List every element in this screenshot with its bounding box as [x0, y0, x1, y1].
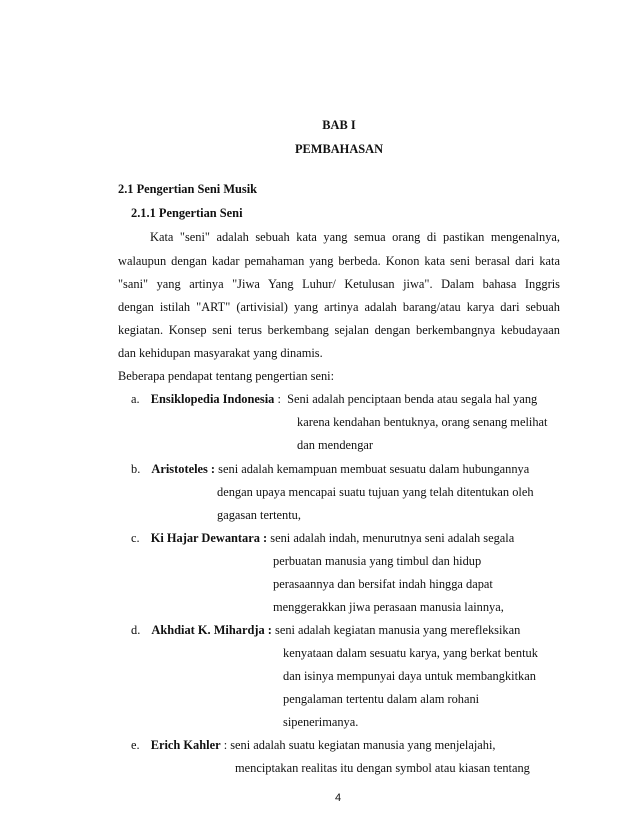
definition-item [131, 392, 537, 406]
definitions-intro: Beberapa pendapat tentang pengertian seni: [118, 369, 335, 383]
paragraph-line: Kata "seni" adalah sebuah kata yang semua orang di pastikan mengenalnya, [150, 230, 560, 244]
definition-text-line: perbuatan manusia yang timbul dan hidup [273, 554, 482, 568]
page-number: 4 [334, 792, 342, 804]
definition-text-line: kenyataan dalam sesuatu karya, yang berkat bentuk [283, 646, 538, 660]
definition-text-line: menggerakkan jiwa perasaan manusia lainnya, [273, 600, 504, 614]
subsection-heading: 2.1.1 Pengertian Seni [131, 206, 243, 220]
chapter-subtitle: PEMBAHASAN [294, 142, 384, 156]
section-heading: 2.1 Pengertian Seni Musik [118, 182, 258, 196]
definition-text-line: gagasan tertentu, [217, 508, 301, 522]
definition-text-line: seni adalah kemampuan membuat sesuatu dalam hubungannya [218, 462, 530, 476]
paragraph-line: walaupun dengan kadar pemahaman yang berbeda. Konon kata seni berasal dari kata [118, 254, 560, 268]
list-marker: d. [131, 623, 141, 637]
definition-text-line: dengan upaya mencapai suatu tujuan yang telah ditentukan oleh [217, 485, 534, 499]
paragraph-line: "sani" yang artinya "Jiwa Yang Luhur/ Ketulusan jiwa". Dalam bahasa Inggris [118, 277, 560, 291]
definition-text-line: menciptakan realitas itu dengan symbol atau kiasan tentang [235, 761, 530, 775]
definition-text-line: dan mendengar [297, 438, 374, 452]
definition-text-line: seni adalah kegiatan manusia yang merefleksikan [275, 623, 521, 637]
definition-separator: : [274, 392, 288, 406]
definition-item [131, 531, 514, 545]
definition-text-line: dan isinya mempunyai daya untuk membangkitkan [283, 669, 536, 683]
definition-separator: : [220, 738, 231, 752]
definition-text-line: pengalaman tertentu dalam alam rohani [283, 692, 480, 706]
list-marker: b. [131, 462, 141, 476]
definition-source: Ensiklopedia Indonesia [150, 392, 275, 406]
definition-item [131, 462, 529, 476]
list-marker: e. [131, 738, 140, 752]
definition-text-line: seni adalah suatu kegiatan manusia yang menjelajahi, [230, 738, 496, 752]
definition-text-line: seni adalah indah, menurutnya seni adalah segala [270, 531, 515, 545]
definition-text-line: perasaannya dan bersifat indah hingga dapat [273, 577, 493, 591]
definition-text-line: karena kendahan bentuknya, orang senang melihat [297, 415, 548, 429]
list-marker: c. [131, 531, 140, 545]
definition-item [131, 623, 520, 637]
definition-text-line: Seni adalah penciptaan benda atau segala hal yang [287, 392, 538, 406]
paragraph-line: kegiatan. Konsep seni terus berkembang sejalan dengan berkembangnya kebudayaan [118, 323, 560, 337]
chapter-title: BAB I [322, 118, 356, 132]
definition-source: Erich Kahler [150, 738, 221, 752]
definition-item [131, 738, 496, 752]
definition-source: Aristoteles : [151, 462, 216, 476]
paragraph-line: dengan istilah "ART" (artivisial) yang artinya adalah barang/atau karya dari sebuah [118, 300, 560, 314]
definition-source: Ki Hajar Dewantara : [150, 531, 268, 545]
paragraph-line: dan kehidupan masyarakat yang dinamis. [118, 346, 323, 360]
definition-source: Akhdiat K. Mihardja : [151, 623, 272, 637]
list-marker: a. [131, 392, 140, 406]
definition-text-line: sipenerimanya. [283, 715, 359, 729]
